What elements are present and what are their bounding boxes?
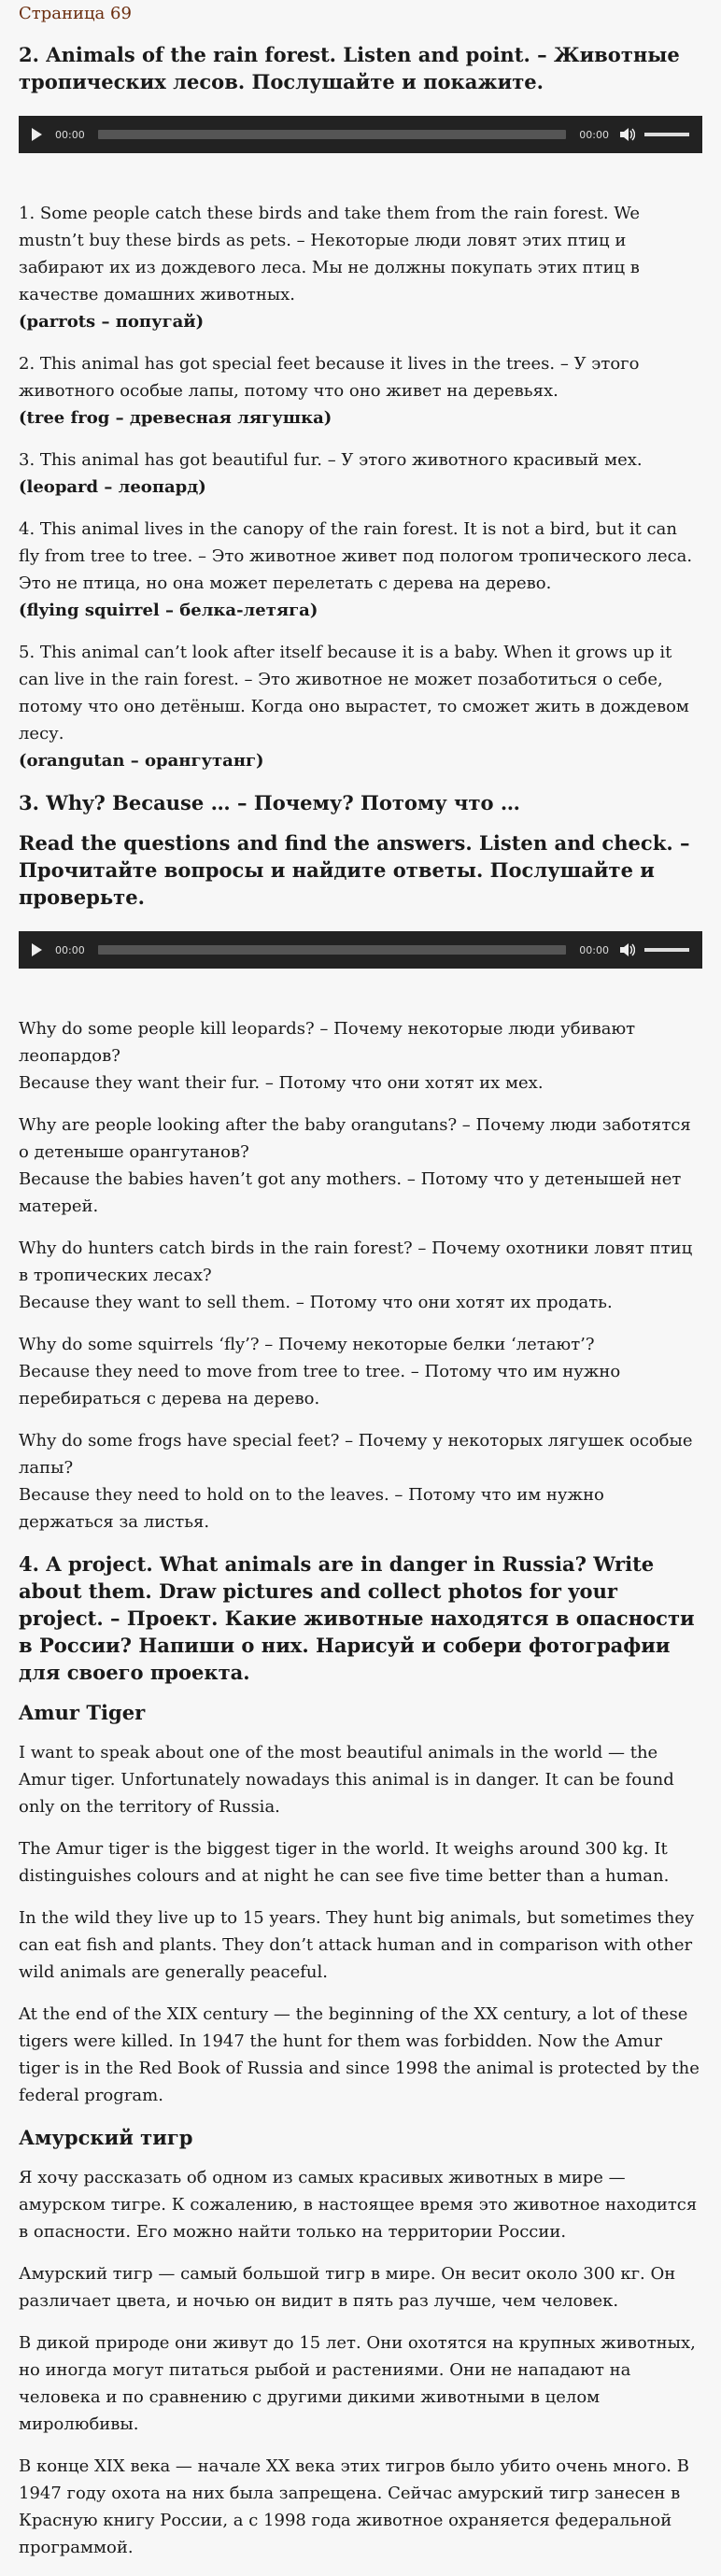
ru-paragraph: Я хочу рассказать об одном из самых красивых животных в мире — амурском тигре. К сожалению, в настоящее время это животное находится в опасности. Его можно найти только на территории России.: [19, 2168, 698, 2242]
answer: Because they want to sell them. – Потому что они хотят их продать.: [19, 1293, 613, 1312]
en-paragraph: At the end of the XIX century — the beginning of the XX century, a lot of these tigers were killed. In 1947 the hunt for them was forbidden. Now the Amur tiger is in the Red Book of Russia and since 1998 the animal is protected by the federal program.: [19, 2004, 700, 2105]
item-4: [19, 516, 702, 624]
answer: Because the babies haven’t got any mothers. – Потому что у детенышей нет матерей.: [19, 1169, 682, 1216]
audio-player-2: [19, 931, 702, 969]
answer: Because they need to move from tree to tree. – Потому что им нужно перебираться с дерева на дерево.: [19, 1362, 621, 1408]
item-answer: (orangutan – орангутанг): [19, 751, 264, 771]
volume-icon[interactable]: [620, 943, 635, 956]
question: Why do some frogs have special feet? – Почему у некоторых лягушек особые лапы?: [19, 1431, 693, 1478]
ru-paragraph: В дикой природе они живут до 15 лет. Они охотятся на крупных животных, но иногда могут питаться рыбой и растениями. Они не нападают на человека и по сравнению с другими дикими животными в целом миролюбивы.: [19, 2333, 696, 2434]
item-answer: (tree frog – древесная лягушка): [19, 408, 332, 428]
item-text: 1. Some people catch these birds and take them from the rain forest. We mustn’t buy these birds as pets. – Некоторые люди ловят этих птиц и забирают их из дождевого леса. Мы не должны покупать этих птиц в качестве домашних животных.: [19, 204, 641, 304]
en-paragraph: The Amur tiger is the biggest tiger in the world. It weighs around 300 kg. It distinguishes colours and at night he can see five time better than a human.: [19, 1839, 670, 1886]
item-3: [19, 446, 702, 501]
total-time: 00:00: [579, 128, 609, 141]
section2-heading: 2. Animals of the rain forest. Listen and point. – Животные тропических лесов. Послушайте и покажите.: [19, 43, 680, 93]
qa-5: [19, 1427, 702, 1536]
item-text: 2. This animal has got special feet because it lives in the trees. – У этого животного особые лапы, потому что оно живет на деревьях.: [19, 354, 640, 401]
ru-paragraph: В конце XIX века — начале XX века этих тигров было убито очень много. В 1947 году охота на них была запрещена. Сейчас амурский тигр занесен в Красную книгу России, а с 1998 года животное охраняется федеральной программой.: [19, 2456, 689, 2557]
en-title: Amur Tiger: [19, 1701, 146, 1724]
current-time: 00:00: [55, 128, 85, 141]
item-2: [19, 350, 702, 432]
en-paragraph: In the wild they live up to 15 years. They hunt big animals, but sometimes they can eat fish and plants. They don’t attack human and in comparison with other wild animals are generally peaceful.: [19, 1908, 695, 1982]
qa-3: [19, 1235, 702, 1316]
volume-icon[interactable]: [620, 128, 635, 141]
section4-heading: 4. A project. What animals are in danger in Russia? Write about them. Draw pictures and collect photos for your project. – Проект. Какие животные находятся в опасности в России? Напиши о них. Нарисуй и собери фотографии для своего проекта.: [19, 1552, 695, 1684]
answer: Because they need to hold on to the leaves. – Потому что им нужно держаться за листья.: [19, 1485, 604, 1532]
item-answer: (leopard – леопард): [19, 477, 206, 497]
question: Why do some squirrels ‘fly’? – Почему некоторые белки ‘летают’?: [19, 1335, 595, 1354]
audio-progress-track[interactable]: [98, 945, 567, 955]
page-number-label: Страница 69: [19, 4, 132, 23]
qa-1: [19, 1015, 702, 1097]
en-paragraph: I want to speak about one of the most beautiful animals in the world — the Amur tiger. Unfortunately nowadays this animal is in danger. It can be found only on the territory of Russia.: [19, 1743, 674, 1817]
item-answer: (flying squirrel – белка-летяга): [19, 601, 318, 620]
item-answer: (parrots – попугай): [19, 312, 205, 332]
current-time: 00:00: [55, 943, 85, 956]
item-text: 4. This animal lives in the canopy of the rain forest. It is not a bird, but it can fly from tree to tree. – Это животное живет под пологом тропического леса. Это не птица, но она может перелетать с дерева на дерево.: [19, 519, 693, 593]
audio-progress-track[interactable]: [98, 130, 567, 139]
audio-player-1: [19, 116, 702, 153]
ru-title: Амурский тигр: [19, 2126, 193, 2149]
qa-4: [19, 1331, 702, 1412]
ru-paragraph: Амурский тигр — самый большой тигр в мире. Он весит около 300 кг. Он различает цвета, и ночью он видит в пять раз лучше, чем человек.: [19, 2264, 676, 2311]
item-1: [19, 200, 702, 335]
item-5: [19, 639, 702, 774]
total-time: 00:00: [579, 943, 609, 956]
answer: Because they want their fur. – Потому что они хотят их мех.: [19, 1073, 544, 1093]
item-text: 3. This animal has got beautiful fur. – У этого животного красивый мех.: [19, 450, 643, 470]
play-icon[interactable]: [32, 128, 42, 141]
section3-heading: 3. Why? Because … – Почему? Потому что …: [19, 791, 520, 814]
volume-slider[interactable]: [644, 133, 689, 136]
play-icon[interactable]: [32, 943, 42, 956]
section3-instruction: Read the questions and find the answers. Listen and check. – Прочитайте вопросы и найдите ответы. Послушайте и проверьте.: [19, 831, 690, 909]
question: Why are people looking after the baby orangutans? – Почему люди заботятся о детенышe орангутанов?: [19, 1115, 691, 1162]
qa-2: [19, 1111, 702, 1220]
question: Why do some people kill leopards? – Почему некоторые люди убивают леопардов?: [19, 1019, 636, 1066]
item-text: 5. This animal can’t look after itself because it is a baby. When it grows up it can live in the rain forest. – Это животное не может позаботиться о себе, потому что оно детёныш. Когда оно вырастет, то сможет жить в дождевом лесу.: [19, 643, 689, 743]
question: Why do hunters catch birds in the rain forest? – Почему охотники ловят птиц в тропических лесах?: [19, 1238, 693, 1285]
volume-slider[interactable]: [644, 948, 689, 952]
